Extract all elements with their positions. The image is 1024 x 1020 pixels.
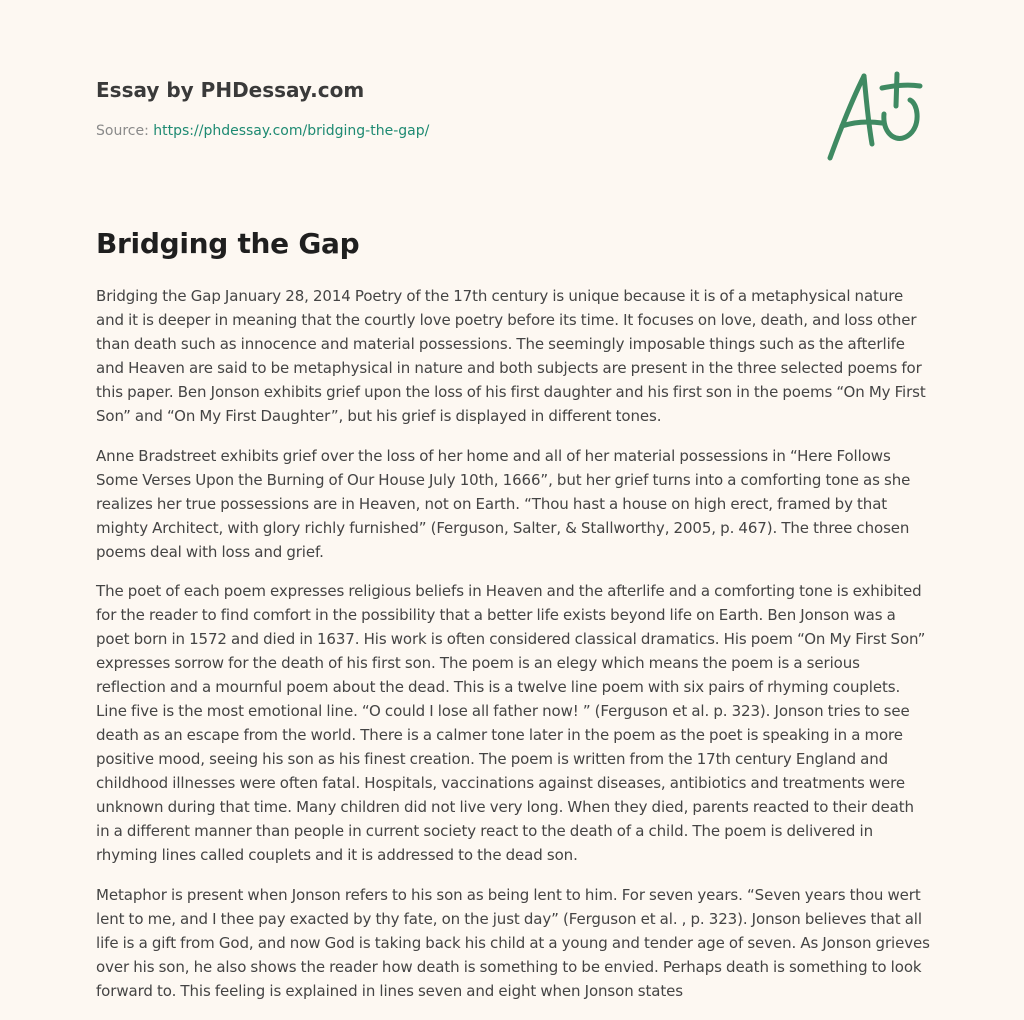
source-label: Source: bbox=[96, 123, 149, 139]
essay-paragraph: The poet of each poem expresses religious beliefs in Heaven and the afterlife and a comforting tone is exhibited for the reader to find comfort in the possibility that a better life exists beyond life on Earth. Ben Jonson was a poet born in 1572 and died in 1637. His work is often considered classical dramatics. His poem “On My First Son” expresses sorrow for the death of his first son. The poem is an elegy which means the poem is a serious reflection and a mournful poem about the dead. This is a twelve line poem with six pairs of rhyming couplets. Line five is the most emotional line. “O could I lose all father now! ” (Ferguson et al. p. 323). Jonson tries to see death as an escape from the world. There is a calmer tone later in the poem as the poet is speaking in a more positive mood, seeing his son as his finest creation. The poem is written from the 17th century England and childhood illnesses were often fatal. Hospitals, vaccinations against diseases, antibiotics and treatments were unknown during that time. Many children did not live very long. When they died, parents reacted to their death in a different manner than people in current society react to the death of a child. The poem is delivered in rhyming lines called couplets and it is addressed to the dead son. bbox=[96, 582, 926, 864]
page-header bbox=[96, 70, 796, 140]
source-line bbox=[96, 122, 796, 140]
essay-paragraph: Anne Bradstreet exhibits grief over the loss of her home and all of her material possessions in “Here Follows Some Verses Upon the Burning of Our House July 10th, 1666”, but her grief turns into a comforting tone as she realizes her true possessions are in Heaven, not on Earth. “Thou hast a house on high erect, framed by that mighty Architect, with glory richly furnished” (Ferguson, Salter, & Stallworthy, 2005, p. 467). The three chosen poems deal with loss and grief. bbox=[96, 446, 911, 561]
essay-paragraph: Metaphor is present when Jonson refers to his son as being lent to him. For seven years. “Seven years thou wert lent to me, and I thee pay exacted by thy fate, on the just day” (Ferguson et al. , p. 323). Jonson believes that all life is a gift from God, and now God is taking back his child at a young and tender age of seven. As Jonson grieves over his son, he also shows the reader how death is something to be envied. Perhaps death is something to look forward to. This feeling is explained in lines seven and eight when Jonson states bbox=[96, 885, 930, 1000]
source-link[interactable]: https://phdessay.com/bridging-the-gap/ bbox=[153, 123, 430, 139]
essay-paragraph: Bridging the Gap January 28, 2014 Poetry of the 17th century is unique because it is of a metaphysical nature and it is deeper in meaning that the courtly love poetry before its time. It focuses on love, death, and loss other than death such as innocence and material possessions. The seemingly imposable things such as the afterlife and Heaven are said to be metaphysical in nature and both subjects are present in the three selected poems for this paper. Ben Jonson exhibits grief upon the loss of his first daughter and his first son in the poems “On My First Son” and “On My First Daughter”, but his grief is displayed in different tones. bbox=[96, 287, 926, 425]
essay-title: Bridging the Gap bbox=[96, 227, 360, 260]
essay-body bbox=[96, 284, 930, 1018]
site-title: Essay by PHDessay.com bbox=[96, 78, 365, 102]
a-plus-grade-logo-icon bbox=[820, 66, 930, 166]
